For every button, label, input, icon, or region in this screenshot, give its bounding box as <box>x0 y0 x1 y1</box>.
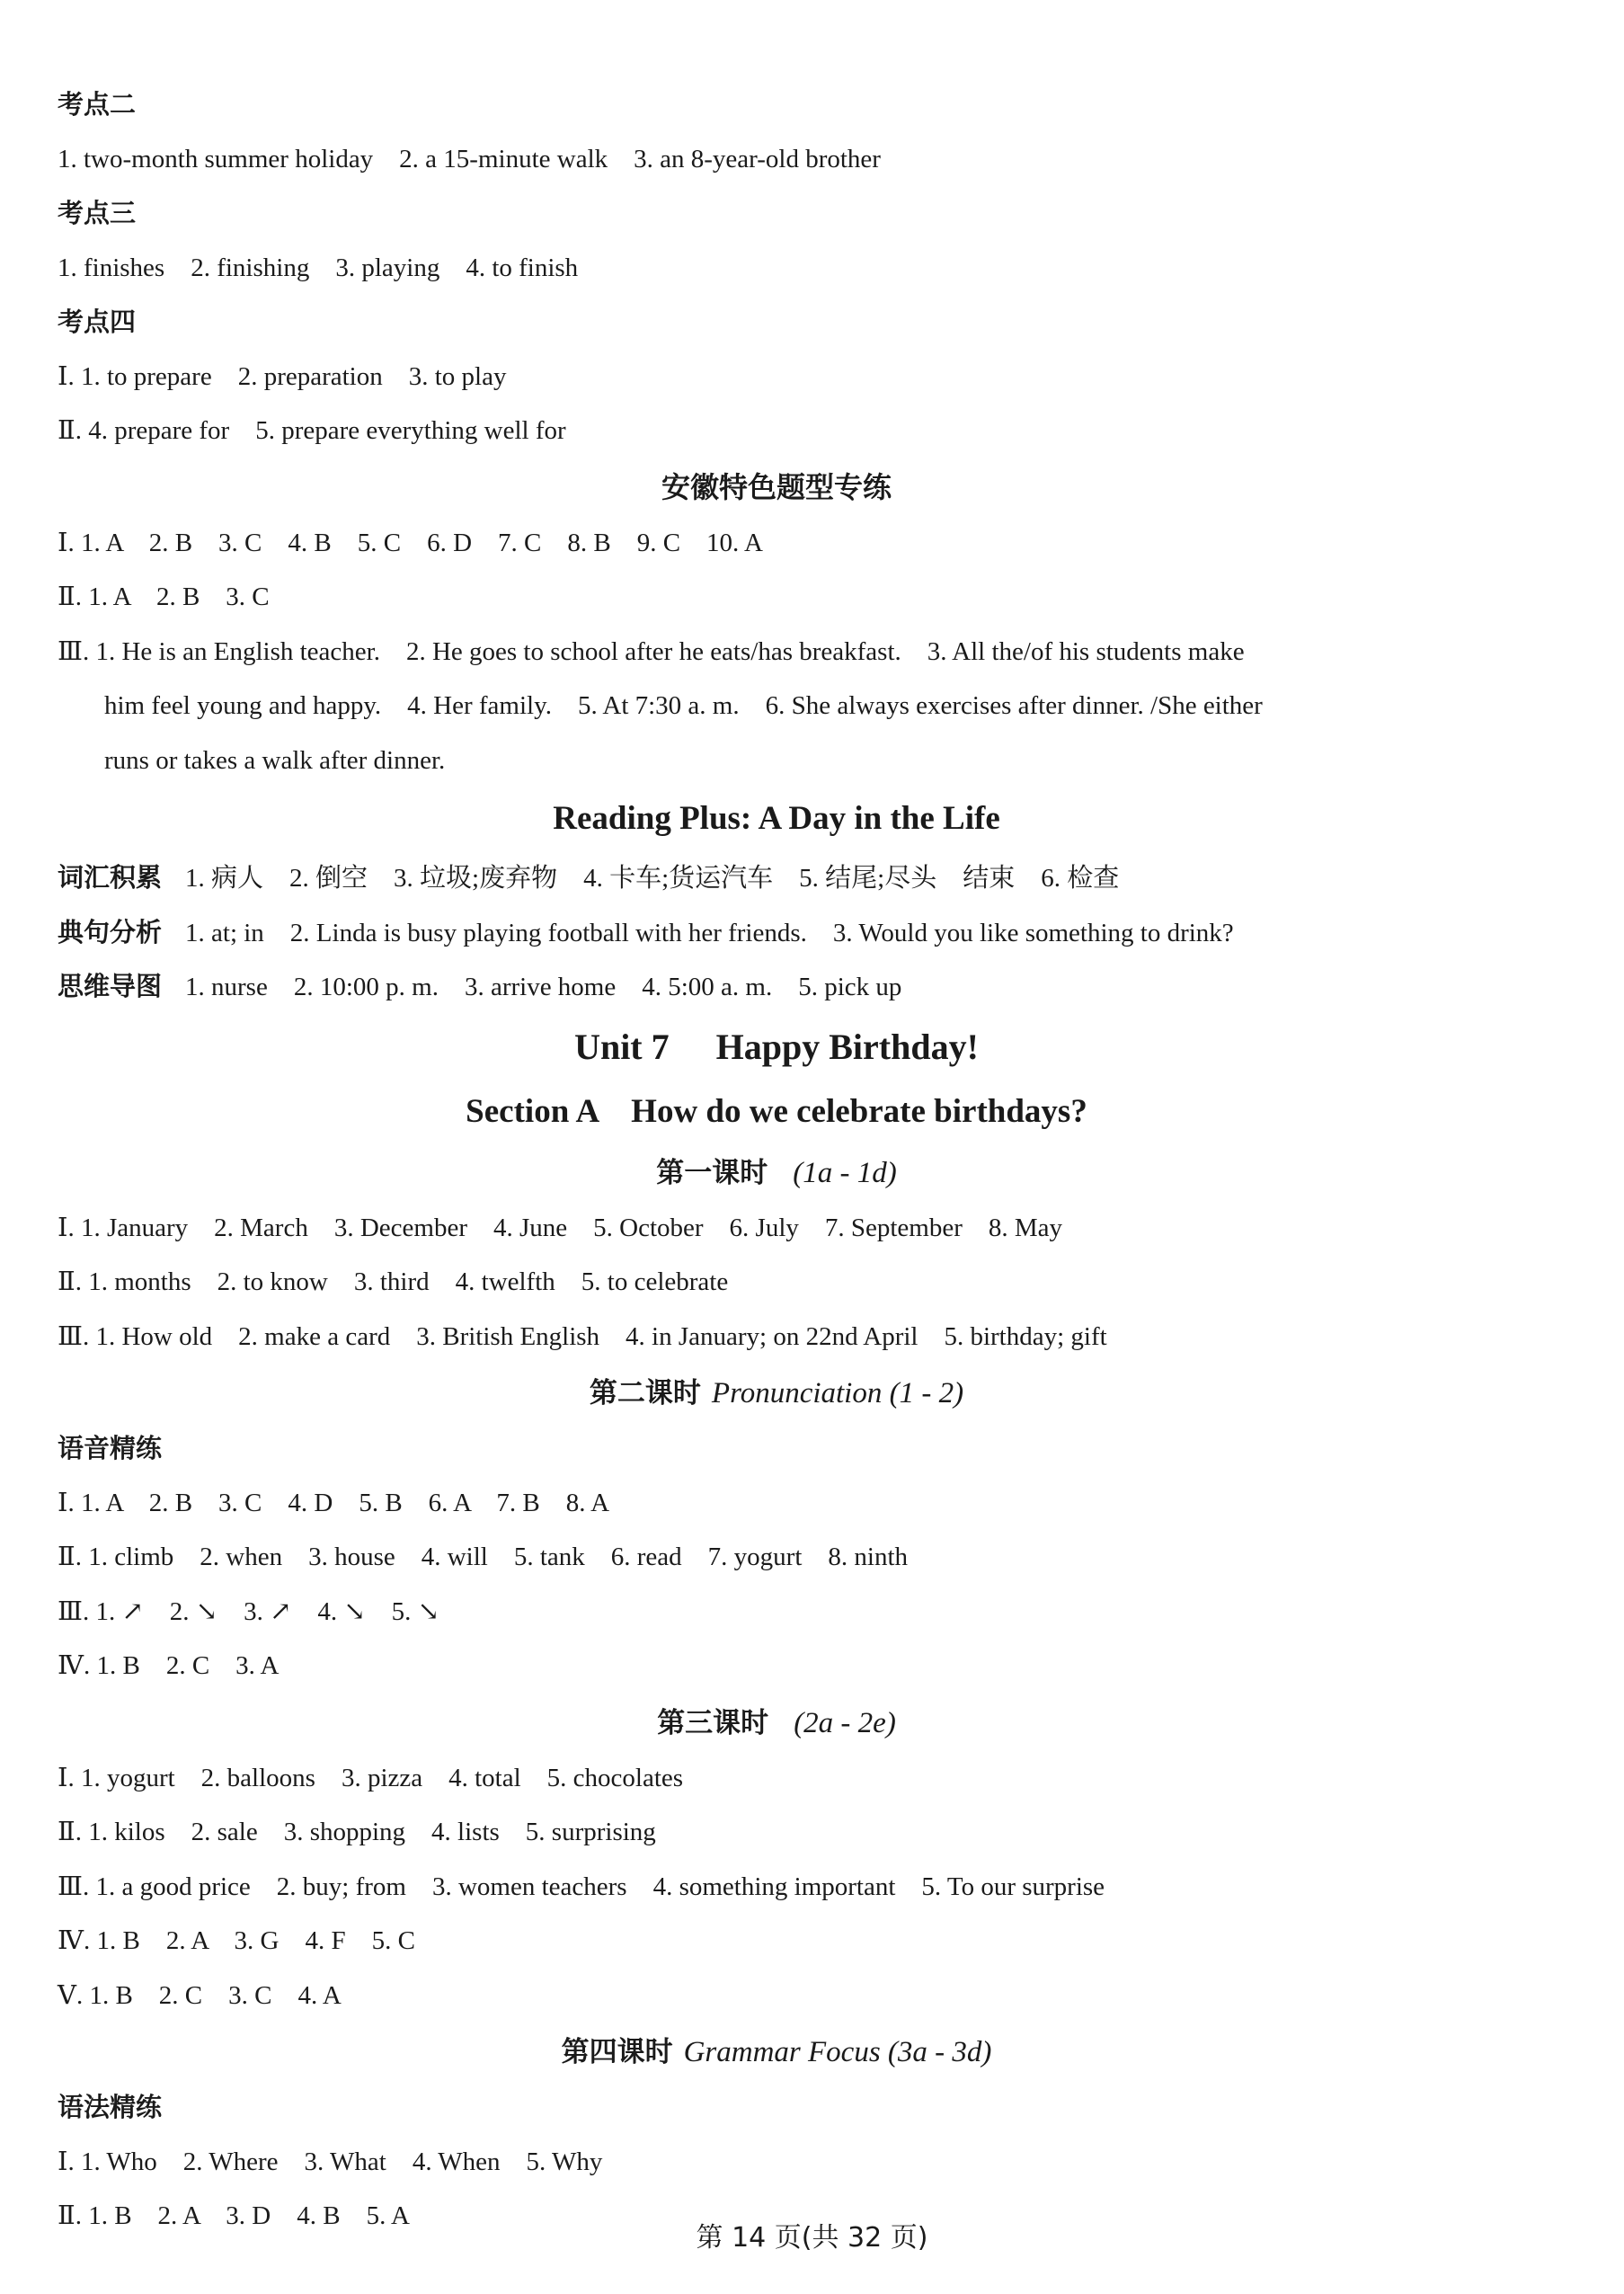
section-title: Section A How do we celebrate birthdays? <box>466 1092 1087 1130</box>
answer-line: Ⅰ. 1. January 2. March 3. December 4. June 5. October 6. July 7. September 8. May <box>58 1213 1063 1242</box>
sentence-label: 典句分析 <box>58 916 163 947</box>
vocab-answers: 1. 病人 2. 倒空 3. 垃圾;废弃物 4. 卡车;货运汽车 5. 结尾;尽头 结束 6. 检查 <box>185 864 1120 893</box>
answer-line: 1. two-month summer holiday 2. a 15-minute walk 3. an 8-year-old brother <box>58 144 881 173</box>
lesson-4-title: 第四课时 Grammar Focus (3a - 3d) <box>561 2036 992 2068</box>
answer-line: Ⅱ. 1. months 2. to know 3. third 4. twelfth 5. to celebrate <box>58 1267 729 1296</box>
answer-line: Ⅰ. 1. to prepare 2. preparation 3. to play <box>58 361 507 391</box>
mindmap-label: 思维导图 <box>58 971 163 1001</box>
page-number-footer: 第 14 页(共 32 页) <box>696 2222 928 2254</box>
unit-number: Unit 7 <box>574 1026 670 1067</box>
section-heading-kd2: 考点二 <box>58 89 137 120</box>
answer-line: Ⅰ. 1. yogurt 2. balloons 3. pizza 4. total 5. chocolates <box>58 1763 684 1792</box>
lesson-1-title: 第一课时 (1a - 1d) <box>656 1156 897 1189</box>
answer-line: Ⅰ. 1. A 2. B 3. C 4. D 5. B 6. A 7. B 8. A <box>58 1488 610 1517</box>
page-content <box>58 77 1495 2244</box>
mindmap-line <box>58 959 1495 1014</box>
answer-line: Ⅱ. 1. B 2. A 3. D 4. B 5. A <box>58 2201 410 2230</box>
answer-line: Ⅰ. 1. Who 2. Where 3. What 4. When 5. Why <box>58 2147 603 2176</box>
sentence-line <box>58 905 1495 960</box>
answer-line: Ⅳ. 1. B 2. C 3. A <box>58 1651 280 1680</box>
mindmap-answers: 1. nurse 2. 10:00 p. m. 3. arrive home 4. 5:00 a. m. 5. pick up <box>185 973 902 1001</box>
answer-line: Ⅲ. 1. How old 2. make a card 3. British English 4. in January; on 22nd April 5. birthday; gift <box>58 1321 1107 1351</box>
answer-line: Ⅱ. 1. kilos 2. sale 3. shopping 4. lists 5. surprising <box>58 1818 656 1846</box>
subsection-heading: 语音精练 <box>58 1433 163 1463</box>
lesson-2-title: 第二课时 Pronunciation (1 - 2) <box>589 1377 964 1409</box>
answer-line: Ⅴ. 1. B 2. C 3. C 4. A <box>58 1980 342 2010</box>
vocab-line <box>58 850 1495 905</box>
section-heading-kd4: 考点四 <box>58 307 137 337</box>
sentence-answers: 1. at; in 2. Linda is busy playing football with her friends. 3. Would you like something to drink? <box>185 918 1234 947</box>
anhui-practice-title: 安徽特色题型专练 <box>661 469 892 504</box>
answer-line: Ⅳ. 1. B 2. A 3. G 4. F 5. C <box>58 1926 415 1955</box>
vocab-label: 词汇积累 <box>58 862 163 893</box>
answer-line: Ⅱ. 1. climb 2. when 3. house 4. will 5. tank 6. read 7. yogurt 8. ninth <box>58 1543 908 1571</box>
section-heading-kd3: 考点三 <box>58 198 137 228</box>
subsection-heading: 语法精练 <box>58 2092 163 2122</box>
answer-line-continued: runs or takes a walk after dinner. <box>104 745 446 775</box>
answer-line: Ⅲ. 1. ↗ 2. ↘ 3. ↗ 4. ↘ 5. ↘ <box>58 1596 439 1626</box>
answer-line: Ⅰ. 1. A 2. B 3. C 4. B 5. C 6. D 7. C 8. B 9. C 10. A <box>58 528 763 557</box>
lesson-3-title: 第三课时 (2a - 2e) <box>657 1706 896 1739</box>
answer-line: Ⅲ. 1. He is an English teacher. 2. He goes to school after he eats/has breakfast. 3. All the/of his students make <box>58 636 1245 666</box>
unit-name: Happy Birthday! <box>715 1026 979 1067</box>
answer-line: Ⅲ. 1. a good price 2. buy; from 3. women teachers 4. something important 5. To our surprise <box>58 1872 1105 1901</box>
answer-line: 1. finishes 2. finishing 3. playing 4. to finish <box>58 253 579 282</box>
answer-line-continued: him feel young and happy. 4. Her family. 5. At 7:30 a. m. 6. She always exercises after dinner. /She either <box>104 691 1263 720</box>
unit-title <box>58 1014 1495 1080</box>
answer-line: Ⅱ. 4. prepare for 5. prepare everything well for <box>58 416 566 445</box>
reading-plus-title: Reading Plus: A Day in the Life <box>553 800 1000 837</box>
answer-line: Ⅱ. 1. A 2. B 3. C <box>58 582 270 611</box>
